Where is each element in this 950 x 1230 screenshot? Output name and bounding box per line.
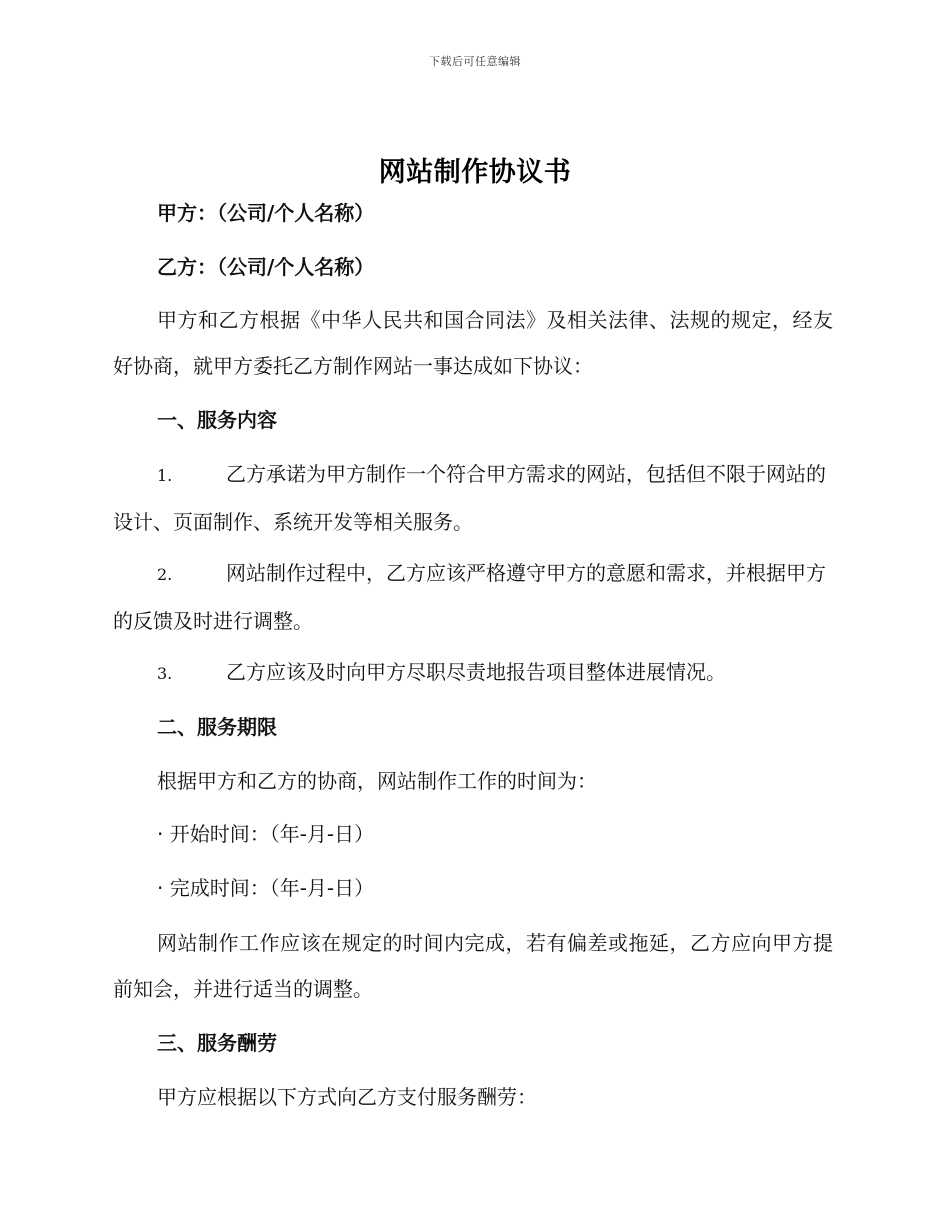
section-3-intro: 甲方应根据以下方式向乙方支付服务酬劳： xyxy=(157,1085,537,1109)
list-item-text: 乙方承诺为甲方制作一个符合甲方需求的网站，包括但不限于网站的设计、页面制作、系统开发等相关服务。 xyxy=(113,462,826,534)
header-note: 下载后可任意编辑 xyxy=(429,55,521,68)
section-2-note: 网站制作工作应该在规定的时间内完成，若有偏差或拖延，乙方应向甲方提前知会，并进行适当的调整。 xyxy=(113,931,833,1001)
list-item-number: 2. xyxy=(157,565,173,584)
party-b-line: 乙方：（公司/个人名称） xyxy=(157,255,375,279)
section-2-heading: 二、服务期限 xyxy=(157,715,277,739)
end-time-line: · 完成时间：（年-月-日） xyxy=(157,876,375,900)
list-item xyxy=(113,550,833,644)
start-time-line: · 开始时间：（年-月-日） xyxy=(157,822,375,846)
list-item xyxy=(113,451,833,545)
document-title: 网站制作协议书 xyxy=(378,157,572,188)
intro-paragraph: 甲方和乙方根据《中华人民共和国合同法》及相关法律、法规的规定，经友好协商，就甲方委托乙方制作网站一事达成如下协议： xyxy=(113,308,833,378)
list-item-text: 网站制作过程中，乙方应该严格遵守甲方的意愿和需求，并根据甲方的反馈及时进行调整。 xyxy=(113,561,826,633)
section-3-heading: 三、服务酬劳 xyxy=(157,1031,277,1055)
party-a-line: 甲方：（公司/个人名称） xyxy=(157,201,375,225)
section-1-heading: 一、服务内容 xyxy=(157,408,277,432)
list-item-number: 1. xyxy=(157,466,173,485)
list-item xyxy=(113,649,833,697)
section-2-intro: 根据甲方和乙方的协商，网站制作工作的时间为： xyxy=(157,769,597,793)
list-item-number: 3. xyxy=(157,664,173,683)
list-item-text: 乙方应该及时向甲方尽职尽责地报告项目整体进展情况。 xyxy=(226,660,726,684)
